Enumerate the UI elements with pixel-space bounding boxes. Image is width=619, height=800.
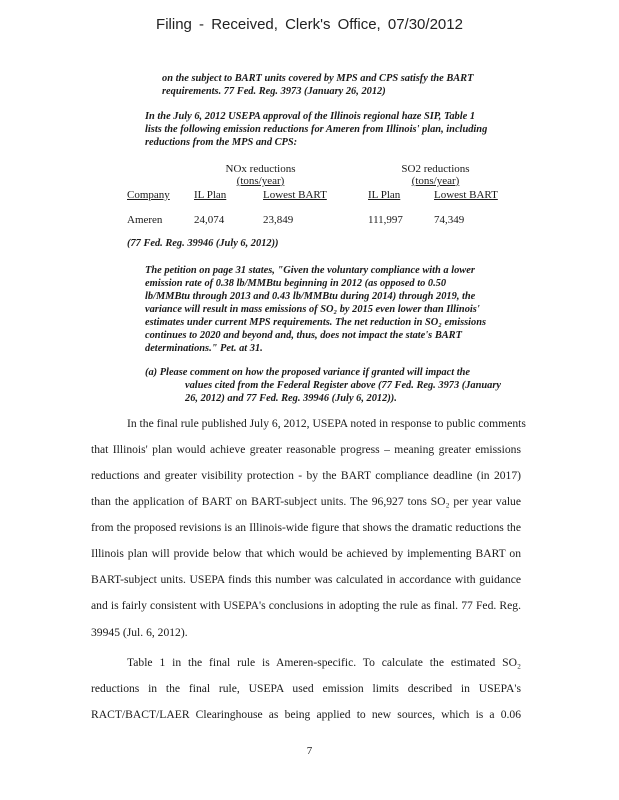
quote-line: estimates under current MPS requirements. The net reduction in SO₂ emissions	[145, 317, 487, 328]
paragraph-line: and is fairly consistent with USEPA's conclusions in adopting the rule as final. 77 Fed. Reg.	[91, 599, 521, 612]
page-number: 7	[306, 745, 313, 757]
table-cell-nox-il-plan: 24,074	[194, 214, 225, 226]
quote-line: reductions from the MPS and CPS:	[145, 137, 298, 148]
table-cell-so2-il-plan: 111,997	[368, 214, 403, 226]
table-header-company: Company	[127, 189, 170, 201]
quote-line: continues to 2020 and beyond and, thus, does not impact the state's BART	[145, 330, 462, 341]
table-citation: (77 Fed. Reg. 39946 (July 6, 2012))	[127, 238, 279, 249]
quote-bart-requirements	[162, 72, 512, 98]
quote-line: lists the following emission reductions for Ameren from Illinois' plan, including	[145, 124, 488, 135]
table-header-nox-lowest-bart: Lowest BART	[263, 189, 327, 201]
paragraph-line: Table 1 in the final rule is Ameren-specific. To calculate the estimated SO₂	[127, 656, 521, 669]
paragraph-line: reductions in the final rule, USEPA used emission limits described in USEPA's	[91, 682, 521, 695]
quote-line: requirements. 77 Fed. Reg. 3973 (January 26, 2012)	[162, 86, 386, 97]
paragraph-line: reductions and greater visibility protection - by the BART compliance deadline (in 2017)	[91, 469, 521, 482]
so2-group-units: (tons/year)	[411, 175, 460, 187]
so2-group-title: SO2 reductions	[401, 163, 470, 175]
filing-stamp: Filing - Received, Clerk's Office, 07/30/2012	[156, 16, 463, 33]
quote-line: on the subject to BART units covered by MPS and CPS satisfy the BART	[162, 73, 474, 84]
paragraph-line: that Illinois' plan would achieve greater reasonable progress – meaning greater emissions	[91, 443, 521, 456]
table-header-so2-lowest-bart: Lowest BART	[434, 189, 498, 201]
quote-line: variance will result in mass emissions of SO₂ by 2015 even lower than Illinois'	[145, 304, 480, 315]
quote-july-approval	[145, 110, 517, 149]
nox-group-header	[193, 163, 328, 187]
table-cell-so2-lowest-bart: 74,349	[434, 214, 465, 226]
quote-line: determinations." Pet. at 31.	[145, 343, 263, 354]
paragraph-line: from the proposed revisions is an Illinois-wide figure that shows the dramatic reductions the	[91, 521, 521, 534]
quote-line: emission rate of 0.38 lb/MMBtu beginning in 2012 (as opposed to 0.50	[145, 278, 447, 289]
paragraph-line: Illinois plan will provide below that which would be achieved by implementing BART on	[91, 547, 521, 560]
quote-line: In the July 6, 2012 USEPA approval of the Illinois regional haze SIP, Table 1	[145, 111, 476, 122]
nox-group-units: (tons/year)	[236, 175, 285, 187]
paragraph-line: BART-subject units. USEPA finds this number was calculated in accordance with guidance	[91, 573, 521, 586]
table-header-so2-il-plan: IL Plan	[368, 189, 401, 201]
quote-line: (a) Please comment on how the proposed variance if granted will impact the	[145, 367, 470, 378]
quote-line: values cited from the Federal Register above (77 Fed. Reg. 3973 (January	[185, 380, 502, 391]
quote-line: The petition on page 31 states, "Given the voluntary compliance with a lower	[145, 265, 475, 276]
table-header-nox-il-plan: IL Plan	[194, 189, 227, 201]
table-cell-nox-lowest-bart: 23,849	[263, 214, 294, 226]
paragraph-line: than the application of BART on BART-subject units. The 96,927 tons SO₂ per year value	[91, 495, 521, 508]
paragraph-line: 39945 (Jul. 6, 2012).	[91, 626, 188, 639]
nox-group-title: NOx reductions	[225, 163, 296, 175]
table-cell-company: Ameren	[127, 214, 163, 226]
question-a	[145, 366, 537, 405]
quote-petition	[145, 264, 519, 355]
paragraph-line: RACT/BACT/LAER Clearinghouse as being applied to new sources, which is a 0.06	[91, 708, 521, 721]
so2-group-header	[368, 163, 503, 187]
quote-line: lb/MMBtu through 2013 and 0.43 lb/MMBtu during 2014) through 2019, the	[145, 291, 476, 302]
quote-line: 26, 2012) and 77 Fed. Reg. 39946 (July 6, 2012)).	[185, 393, 397, 404]
paragraph-line: In the final rule published July 6, 2012, USEPA noted in response to public comments	[127, 417, 526, 430]
